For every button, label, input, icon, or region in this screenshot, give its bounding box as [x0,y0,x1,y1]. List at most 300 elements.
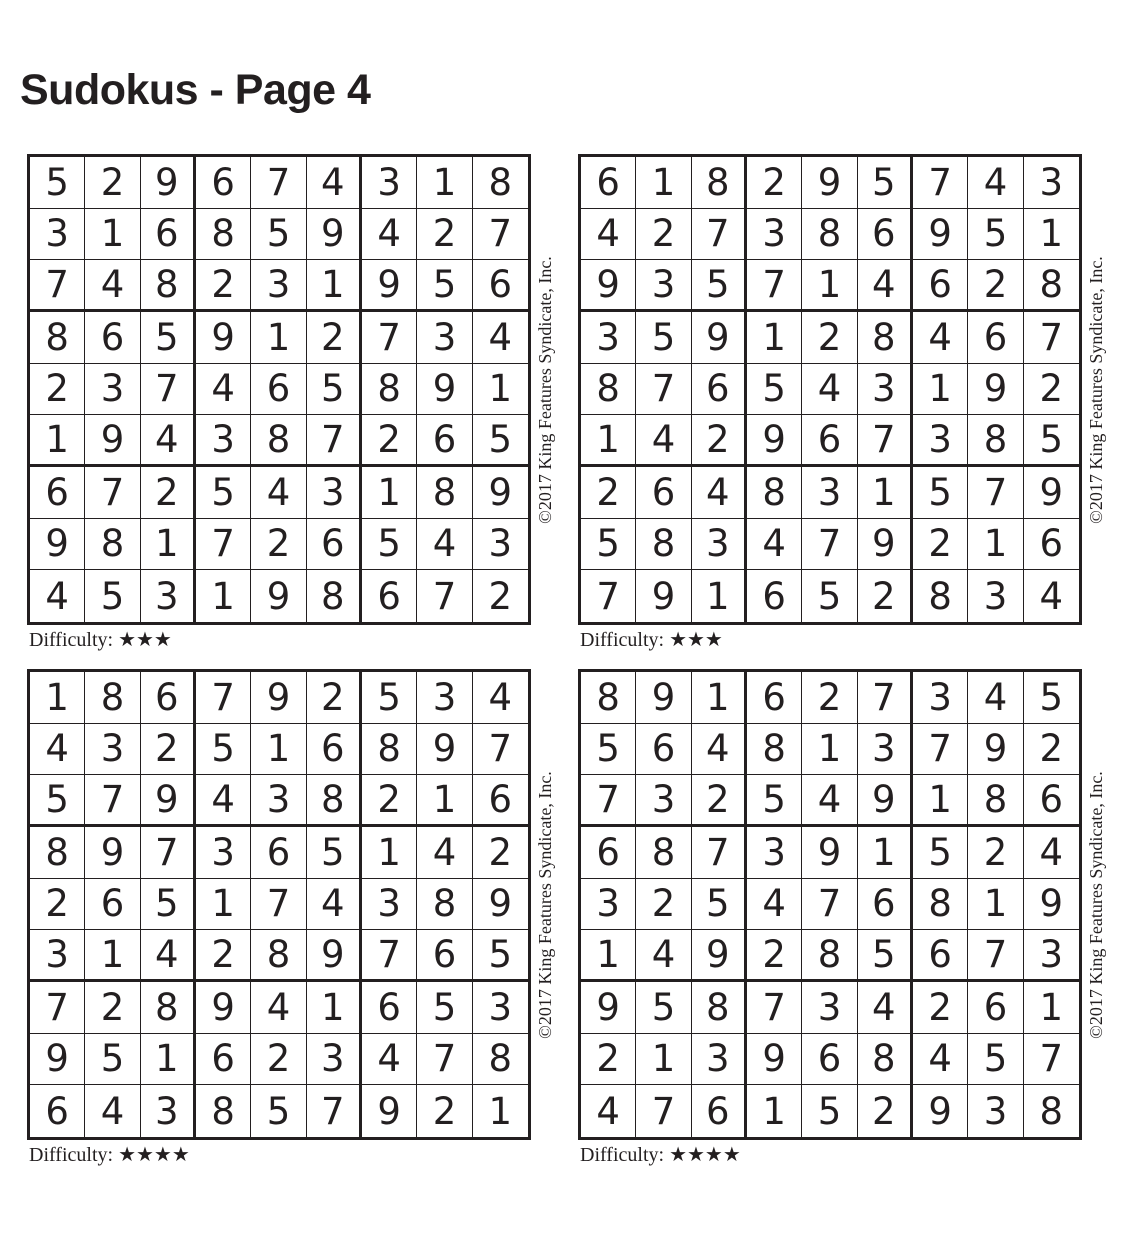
sudoku-cell: 9 [802,827,857,879]
sudoku-cell: 8 [747,467,802,519]
sudoku-cell: 8 [30,312,85,364]
sudoku-cell: 4 [307,157,362,209]
sudoku-cell: 5 [581,519,636,571]
copyright-text: ©2017 King Features Syndicate, Inc. [1086,255,1106,524]
sudoku-cell: 8 [636,519,691,571]
sudoku-cell: 5 [692,879,747,931]
sudoku-cell: 2 [802,312,857,364]
sudoku-puzzle-2 [578,154,1138,674]
sudoku-cell: 1 [636,157,691,209]
sudoku-cell: 8 [307,570,362,622]
sudoku-cell: 2 [802,672,857,724]
sudoku-cell: 4 [196,364,251,416]
sudoku-cell: 2 [85,157,140,209]
copyright-notice [533,154,557,625]
sudoku-cell: 9 [747,1034,802,1086]
sudoku-cell: 7 [1024,1034,1079,1086]
sudoku-cell: 5 [30,775,85,827]
sudoku-cell: 1 [913,775,968,827]
sudoku-cell: 4 [30,724,85,776]
sudoku-cell: 6 [307,724,362,776]
sudoku-cell: 8 [968,415,1023,467]
sudoku-cell: 4 [692,724,747,776]
sudoku-cell: 6 [968,312,1023,364]
sudoku-cell: 7 [968,930,1023,982]
sudoku-cell: 1 [858,827,913,879]
sudoku-cell: 6 [581,157,636,209]
sudoku-cell: 5 [141,879,196,931]
sudoku-cell: 9 [362,260,417,312]
sudoku-cell: 7 [692,209,747,261]
sudoku-cell: 5 [30,157,85,209]
sudoku-cell: 1 [307,260,362,312]
sudoku-cell: 6 [307,519,362,571]
sudoku-cell: 2 [1024,364,1079,416]
sudoku-cell: 3 [196,415,251,467]
sudoku-cell: 2 [362,775,417,827]
sudoku-cell: 2 [30,364,85,416]
sudoku-cell: 6 [858,209,913,261]
sudoku-cell: 2 [581,467,636,519]
sudoku-cell: 7 [307,1085,362,1137]
sudoku-cell: 4 [802,775,857,827]
sudoku-cell: 5 [1024,672,1079,724]
sudoku-cell: 6 [251,827,306,879]
sudoku-cell: 4 [141,930,196,982]
sudoku-cell: 4 [30,570,85,622]
sudoku-cell: 9 [1024,467,1079,519]
sudoku-cell: 5 [1024,415,1079,467]
sudoku-cell: 9 [417,724,472,776]
sudoku-cell: 6 [196,1034,251,1086]
sudoku-cell: 4 [85,260,140,312]
sudoku-cell: 9 [85,827,140,879]
sudoku-cell: 1 [362,467,417,519]
sudoku-cell: 6 [417,415,472,467]
sudoku-cell: 8 [141,982,196,1034]
sudoku-cell: 8 [30,827,85,879]
sudoku-cell: 1 [85,209,140,261]
sudoku-cell: 5 [913,827,968,879]
sudoku-cell: 3 [968,1085,1023,1137]
sudoku-cell: 4 [307,879,362,931]
sudoku-cell: 2 [473,827,528,879]
sudoku-cell: 8 [473,1034,528,1086]
sudoku-cell: 3 [747,209,802,261]
copyright-notice [1084,154,1108,625]
sudoku-cell: 6 [196,157,251,209]
sudoku-cell: 3 [692,1034,747,1086]
sudoku-cell: 9 [692,312,747,364]
sudoku-cell: 1 [1024,209,1079,261]
sudoku-cell: 4 [141,415,196,467]
sudoku-cell: 3 [858,364,913,416]
sudoku-cell: 7 [251,879,306,931]
sudoku-cell: 3 [747,827,802,879]
sudoku-cell: 5 [802,1085,857,1137]
sudoku-cell: 6 [913,930,968,982]
sudoku-cell: 8 [581,672,636,724]
sudoku-cell: 7 [85,775,140,827]
sudoku-cell: 7 [913,157,968,209]
sudoku-cell: 7 [362,930,417,982]
sudoku-cell: 7 [581,775,636,827]
sudoku-cell: 6 [802,1034,857,1086]
sudoku-cell: 8 [251,930,306,982]
sudoku-puzzle-4 [578,669,1138,1189]
sudoku-cell: 3 [581,312,636,364]
sudoku-cell: 2 [251,1034,306,1086]
sudoku-cell: 6 [802,415,857,467]
sudoku-cell: 5 [307,827,362,879]
sudoku-puzzle-3 [27,669,587,1189]
sudoku-cell: 4 [196,775,251,827]
sudoku-cell: 5 [417,982,472,1034]
sudoku-cell: 6 [1024,775,1079,827]
sudoku-cell: 8 [251,415,306,467]
sudoku-cell: 9 [692,930,747,982]
sudoku-cell: 9 [636,672,691,724]
sudoku-cell: 7 [362,312,417,364]
sudoku-cell: 5 [196,467,251,519]
sudoku-cell: 1 [30,415,85,467]
sudoku-puzzle-1 [27,154,587,674]
sudoku-cell: 8 [196,1085,251,1137]
sudoku-cell: 5 [913,467,968,519]
sudoku-cell: 9 [913,209,968,261]
sudoku-cell: 3 [858,724,913,776]
sudoku-cell: 6 [473,775,528,827]
sudoku-cell: 3 [581,879,636,931]
sudoku-cell: 7 [251,157,306,209]
sudoku-cell: 3 [30,930,85,982]
sudoku-cell: 4 [1039,574,1064,618]
sudoku-cell: 4 [802,364,857,416]
sudoku-cell: 8 [913,570,968,622]
sudoku-cell: 1 [141,1034,196,1086]
sudoku-cell: 5 [307,364,362,416]
copyright-text: ©2017 King Features Syndicate, Inc. [1086,770,1106,1039]
sudoku-cell: 1 [692,570,747,622]
sudoku-cell: 1 [30,672,85,724]
sudoku-cell: 9 [196,982,251,1034]
sudoku-cell: 5 [85,570,140,622]
sudoku-cell: 5 [196,724,251,776]
sudoku-cell: 3 [636,775,691,827]
sudoku-cell: 3 [307,1034,362,1086]
sudoku-cell: 5 [251,1085,306,1137]
sudoku-cell: 8 [417,467,472,519]
sudoku-cell: 3 [1024,930,1079,982]
sudoku-cell: 1 [417,157,472,209]
sudoku-cell: 3 [307,467,362,519]
sudoku-cell: 9 [30,1034,85,1086]
sudoku-cell: 5 [473,415,528,467]
sudoku-cell: 1 [417,775,472,827]
sudoku-cell: 4 [968,157,1023,209]
sudoku-cell: 6 [251,364,306,416]
sudoku-cell: 1 [196,879,251,931]
sudoku-cell: 3 [141,570,196,622]
sudoku-cell: 4 [362,209,417,261]
sudoku-cell: 6 [30,467,85,519]
sudoku-cell: 6 [747,570,802,622]
sudoku-cell: 1 [802,724,857,776]
copyright-text: ©2017 King Features Syndicate, Inc. [535,770,555,1039]
sudoku-cell: 5 [692,260,747,312]
sudoku-cell: 7 [581,570,636,622]
sudoku-cell: 7 [802,879,857,931]
sudoku-cell: 9 [307,930,362,982]
sudoku-cell: 6 [747,672,802,724]
sudoku-cell: 6 [85,312,140,364]
sudoku-cell: 8 [636,827,691,879]
sudoku-cell: 7 [692,827,747,879]
sudoku-cell: 8 [858,312,913,364]
sudoku-cell: 2 [747,930,802,982]
sudoku-cell: 2 [636,209,691,261]
difficulty-label: Difficulty: ★★★★ [29,1144,190,1166]
sudoku-cell: 5 [968,209,1023,261]
sudoku-grid [578,669,1082,1140]
sudoku-cell: 2 [141,467,196,519]
sudoku-cell: 8 [802,930,857,982]
sudoku-cell: 1 [1024,982,1079,1034]
sudoku-cell: 4 [858,260,913,312]
sudoku-cell: 8 [85,519,140,571]
sudoku-cell: 3 [251,260,306,312]
sudoku-cell: 8 [417,879,472,931]
sudoku-cell: 9 [858,519,913,571]
sudoku-cell: 1 [581,930,636,982]
sudoku-cell: 4 [747,879,802,931]
sudoku-cell: 3 [417,312,472,364]
sudoku-cell: 8 [1024,260,1079,312]
copyright-notice [533,669,557,1140]
sudoku-cell: 6 [913,260,968,312]
sudoku-cell: 3 [692,519,747,571]
sudoku-cell: 6 [692,364,747,416]
sudoku-cell: 2 [417,209,472,261]
sudoku-cell: 2 [30,879,85,931]
sudoku-cell: 1 [85,930,140,982]
sudoku-cell: 2 [968,260,1023,312]
sudoku-cell: 7 [968,467,1023,519]
sudoku-cell: 9 [362,1085,417,1137]
sudoku-cell: 4 [362,1034,417,1086]
sudoku-cell: 9 [636,570,691,622]
sudoku-cell: 5 [473,930,528,982]
sudoku-cell: 2 [196,930,251,982]
sudoku-cell: 1 [251,312,306,364]
sudoku-cell: 7 [473,209,528,261]
sudoku-cell: 1 [692,672,747,724]
sudoku-cell: 3 [30,209,85,261]
sudoku-cell: 4 [636,415,691,467]
sudoku-cell: 7 [30,982,85,1034]
sudoku-cell: 8 [581,364,636,416]
sudoku-cell: 6 [692,1085,747,1137]
sudoku-cell: 2 [85,982,140,1034]
sudoku-cell: 6 [581,827,636,879]
sudoku-grid [27,154,531,625]
sudoku-cell: 4 [636,930,691,982]
sudoku-cell: 3 [85,364,140,416]
sudoku-cell: 2 [692,775,747,827]
sudoku-cell: 8 [913,879,968,931]
sudoku-cell: 4 [581,209,636,261]
sudoku-cell: 1 [968,519,1023,571]
sudoku-cell: 7 [636,1085,691,1137]
sudoku-cell: 8 [858,1034,913,1086]
sudoku-cell: 5 [141,312,196,364]
sudoku-cell: 2 [1024,724,1079,776]
sudoku-cell: 7 [858,672,913,724]
sudoku-cell: 6 [85,879,140,931]
sudoku-cell: 8 [196,209,251,261]
sudoku-cell: 2 [196,260,251,312]
sudoku-cell: 8 [692,157,747,209]
sudoku-cell: 7 [196,519,251,571]
sudoku-cell: 1 [581,415,636,467]
sudoku-cell: 8 [1039,1089,1064,1133]
sudoku-cell: 3 [636,260,691,312]
sudoku-cell: 1 [858,467,913,519]
sudoku-cell: 9 [1024,879,1079,931]
sudoku-cell: 6 [362,570,417,622]
sudoku-cell: 3 [417,672,472,724]
sudoku-cell: 6 [417,930,472,982]
sudoku-cell: 9 [581,982,636,1034]
sudoku-cell: 9 [473,879,528,931]
sudoku-cell: 7 [141,364,196,416]
sudoku-cell: 1 [196,570,251,622]
sudoku-cell: 8 [307,775,362,827]
sudoku-cell: 5 [802,570,857,622]
sudoku-cell: 3 [473,982,528,1034]
sudoku-cell: 2 [581,1034,636,1086]
sudoku-cell: 4 [251,982,306,1034]
sudoku-cell: 3 [251,775,306,827]
sudoku-cell: 3 [802,467,857,519]
sudoku-cell: 6 [858,879,913,931]
difficulty-label: Difficulty: ★★★ [580,629,723,651]
sudoku-cell: 9 [417,364,472,416]
sudoku-cell: 9 [141,157,196,209]
sudoku-cell: 2 [692,415,747,467]
sudoku-cell: 9 [196,312,251,364]
sudoku-cell: 9 [251,570,306,622]
sudoku-cell: 7 [1024,312,1079,364]
sudoku-cell: 5 [581,724,636,776]
sudoku-cell: 5 [968,1034,1023,1086]
sudoku-grid [27,669,531,1140]
sudoku-cell: 7 [473,724,528,776]
sudoku-cell: 9 [473,467,528,519]
sudoku-cell: 1 [747,1085,802,1137]
sudoku-cell: 5 [251,209,306,261]
sudoku-cell: 7 [196,672,251,724]
sudoku-cell: 3 [362,157,417,209]
page-title: Sudokus - Page 4 [20,66,371,114]
sudoku-cell: 6 [141,672,196,724]
sudoku-cell: 9 [802,157,857,209]
sudoku-cell: 5 [747,364,802,416]
sudoku-cell: 5 [362,519,417,571]
sudoku-cell: 4 [85,1085,140,1137]
sudoku-cell: 6 [473,260,528,312]
sudoku-cell: 2 [307,672,362,724]
sudoku-cell: 9 [968,364,1023,416]
sudoku-cell: 2 [913,982,968,1034]
sudoku-cell: 5 [362,672,417,724]
sudoku-cell: 5 [85,1034,140,1086]
difficulty-label: Difficulty: ★★★ [29,629,172,651]
sudoku-cell: 8 [692,982,747,1034]
sudoku-cell: 7 [417,1034,472,1086]
sudoku-cell: 1 [488,1089,513,1133]
sudoku-cell: 5 [636,312,691,364]
sudoku-grid [578,154,1082,625]
sudoku-cell: 7 [802,519,857,571]
sudoku-cell: 9 [30,519,85,571]
sudoku-cell: 3 [1024,157,1079,209]
sudoku-cell: 7 [747,260,802,312]
sudoku-cell: 1 [747,312,802,364]
sudoku-cell: 7 [141,827,196,879]
sudoku-cell: 6 [30,1085,85,1137]
sudoku-cell: 2 [968,827,1023,879]
difficulty-label: Difficulty: ★★★★ [580,1144,741,1166]
sudoku-cell: 2 [362,415,417,467]
sudoku-cell: 8 [473,157,528,209]
sudoku-cell: 4 [473,312,528,364]
sudoku-cell: 2 [141,724,196,776]
sudoku-cell: 1 [636,1034,691,1086]
sudoku-cell: 4 [968,672,1023,724]
sudoku-cell: 3 [473,519,528,571]
sudoku-cell: 2 [858,570,913,622]
sudoku-cell: 9 [913,1085,968,1137]
sudoku-cell: 8 [747,724,802,776]
sudoku-cell: 7 [85,467,140,519]
sudoku-cell: 8 [362,724,417,776]
sudoku-cell: 3 [141,1085,196,1137]
sudoku-cell: 6 [1024,519,1079,571]
sudoku-cell: 4 [417,827,472,879]
sudoku-cell: 9 [747,415,802,467]
sudoku-cell: 6 [141,209,196,261]
sudoku-cell: 7 [417,570,472,622]
sudoku-cell: 8 [802,209,857,261]
copyright-notice [1084,669,1108,1140]
sudoku-cell: 8 [141,260,196,312]
sudoku-cell: 4 [913,312,968,364]
sudoku-cell: 1 [802,260,857,312]
sudoku-cell: 6 [636,724,691,776]
sudoku-cell: 9 [968,724,1023,776]
sudoku-cell: 2 [858,1085,913,1137]
sudoku-cell: 4 [1024,827,1079,879]
sudoku-cell: 5 [747,775,802,827]
sudoku-cell: 7 [307,415,362,467]
sudoku-cell: 1 [913,364,968,416]
sudoku-cell: 6 [968,982,1023,1034]
sudoku-cell: 4 [858,982,913,1034]
sudoku-cell: 5 [858,930,913,982]
sudoku-cell: 9 [251,672,306,724]
sudoku-cell: 3 [913,672,968,724]
